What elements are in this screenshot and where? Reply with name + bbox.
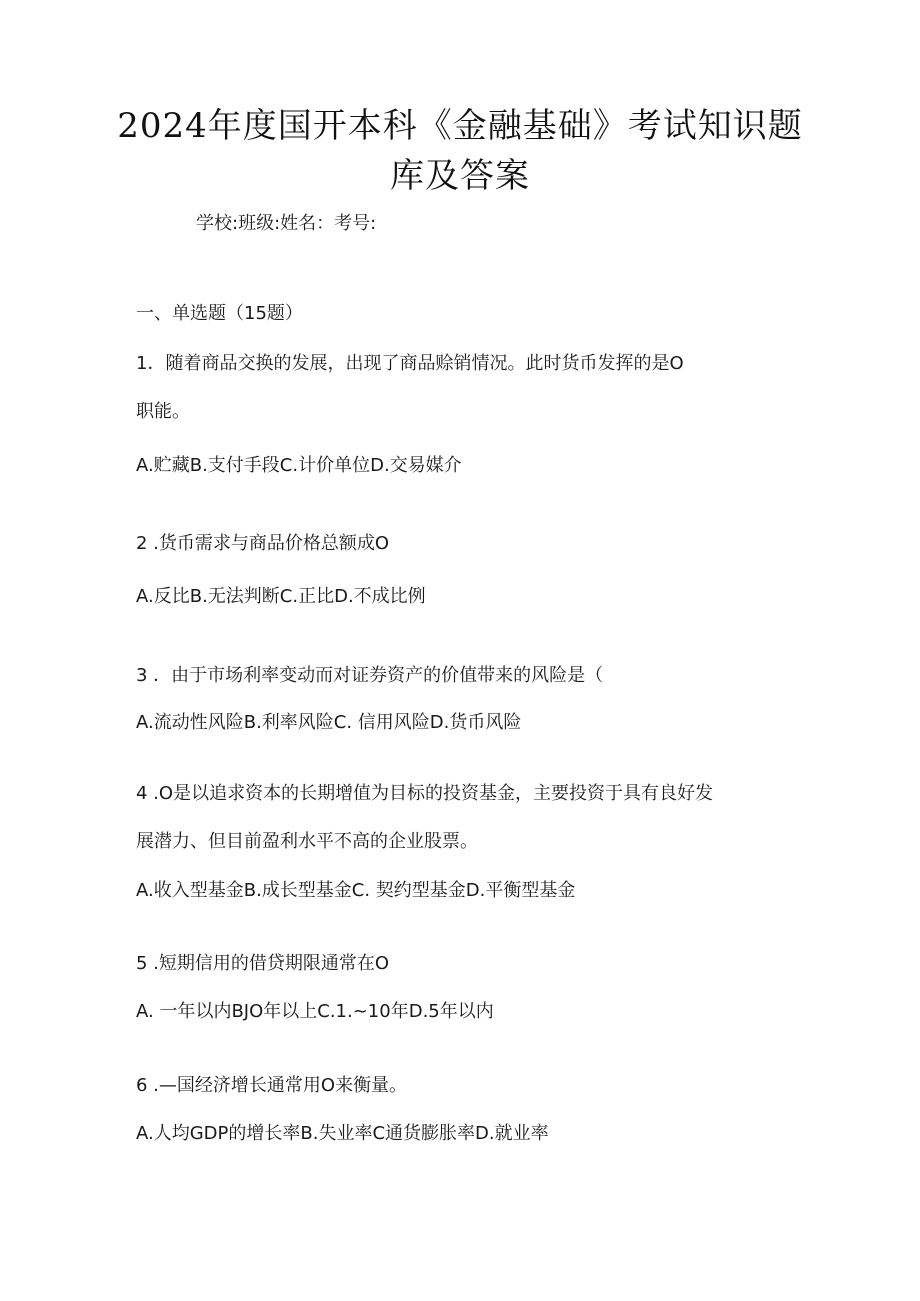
student-info-line: 学校:班级:姓名：考号: [196,213,377,234]
document-title-line-2: 库及答案 [390,156,530,196]
question-4-stem-line-2: 展潜力、但目前盈利水平不高的企业股票。 [136,831,478,852]
question-6-options: A.人均GDP的增长率B.失业率C通货膨胀率D.就业率 [136,1123,549,1144]
question-3-stem-line-1: 3 ．由于市场利率变动而对证券资产的价值带来的风险是（ [136,665,604,686]
question-1-options: A.贮藏B.支付手段C.计价单位D.交易媒介 [136,455,462,476]
question-2-stem-line-1: 2 .货币需求与商品价格总额成O [136,533,390,554]
question-3-options: A.流动性风险B.利率风险C. 信用风险D.货币风险 [136,712,522,733]
question-1-stem-line-2: 职能。 [136,401,190,422]
question-4-stem-line-1: 4 .O是以追求资本的长期增值为目标的投资基金，主要投资于具有良好发 [136,783,714,804]
question-5-options: A. 一年以内BJO年以上C.1.~10年D.5年以内 [136,1001,494,1022]
section-heading: 一、单选题（15题） [136,303,303,324]
question-2-options: A.反比B.无法判断C.正比D.不成比例 [136,586,426,607]
document-title-line-1: 2024年度国开本科《金融基础》考试知识题 [117,106,803,146]
question-6-stem-line-1: 6 .—国经济增长通常用O来衡量。 [136,1075,408,1096]
question-1-stem-line-1: 1．随着商品交换的发展，出现了商品赊销情况。此时货币发挥的是O [136,353,684,374]
question-5-stem-line-1: 5 .短期信用的借贷期限通常在O [136,953,390,974]
question-4-options: A.收入型基金B.成长型基金C. 契约型基金D.平衡型基金 [136,880,576,901]
